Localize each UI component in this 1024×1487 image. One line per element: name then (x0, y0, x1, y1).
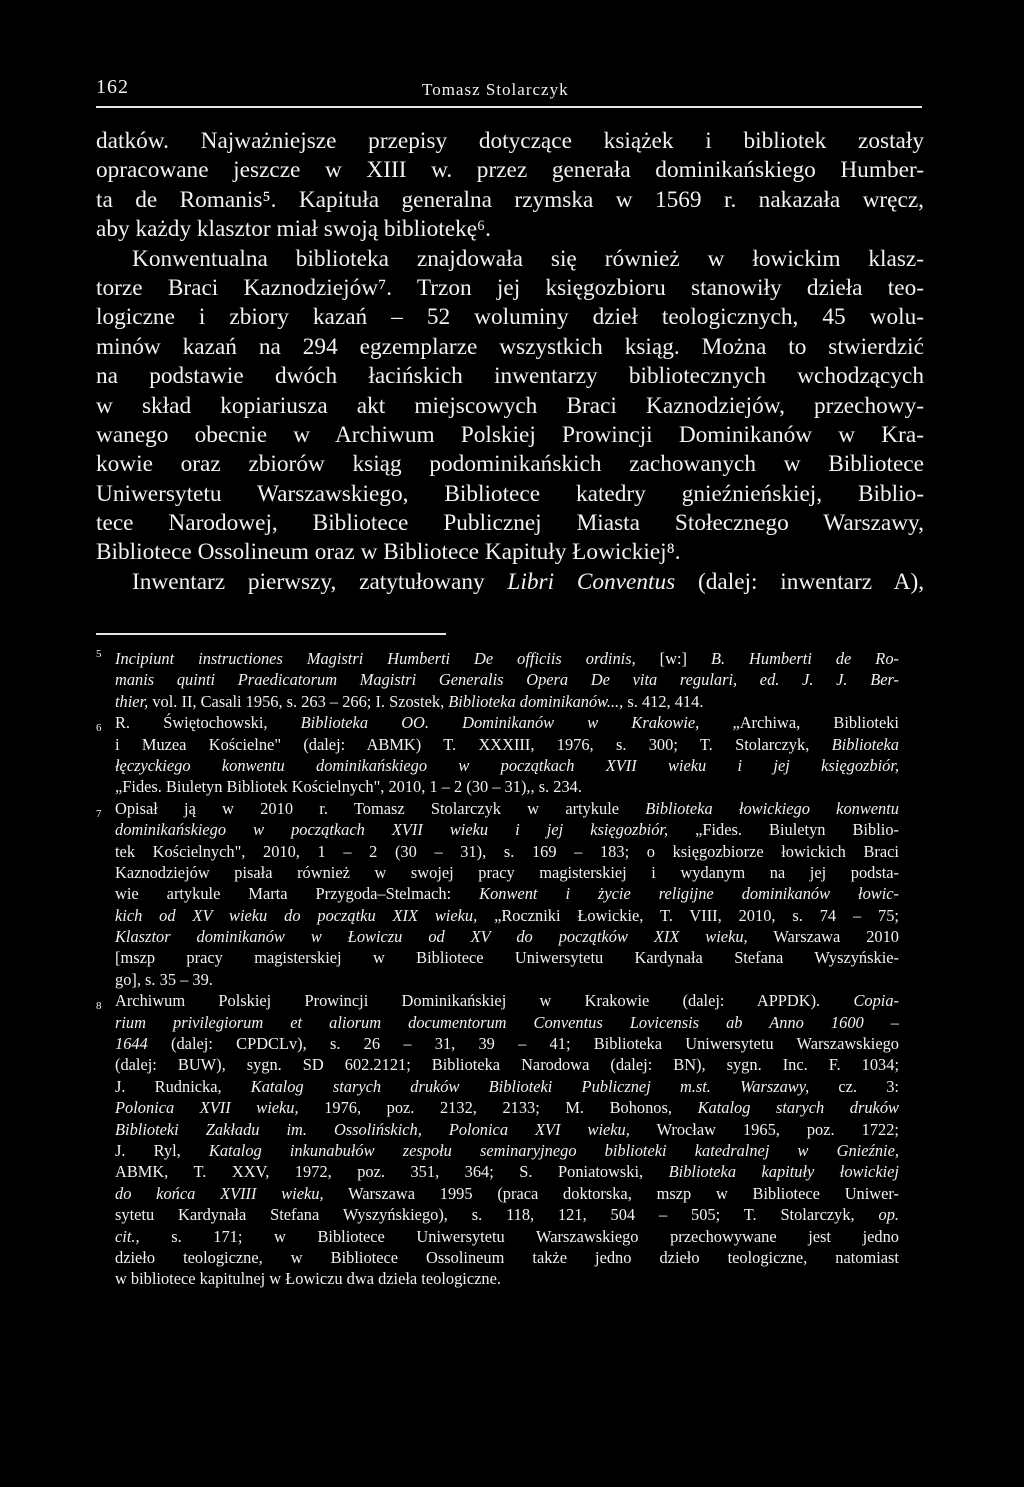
footnote-line (115, 1076, 899, 1097)
body-line: kowie oraz zbiorów ksiąg podominikańskich zachowanych w Bibliotece (96, 451, 924, 478)
italic-title: Biblioteka OO. Dominikanów w Krakowie, (300, 713, 700, 733)
footnote-text: (dalej: BUW), sygn. SD 602.2121; Biblioteka Narodowa (dalej: BN), sygn. Inc. F. 1034; (115, 1055, 899, 1075)
footnote-line (115, 905, 899, 926)
footnote-text: „Archiwa, Biblioteki (732, 713, 899, 733)
italic-title: Incipiunt instructiones Magistri Humberti De officiis ordinis, (115, 649, 636, 668)
body-line: Bibliotece Ossolineum oraz w Bibliotece Kapituły Łowickiej⁸. (96, 539, 681, 566)
footnote-text: „Fides. Biuletyn Biblio- (695, 820, 899, 840)
footnote-text: „Fides. Biuletyn Bibliotek Kościelnych", 2010, 1 – 2 (30 – 31),, s. 234. (115, 777, 582, 797)
italic-title: kich od XV wieku do początku XIX wieku, (115, 905, 478, 925)
footnote-line (115, 1204, 899, 1225)
footnote-text: s. 171; w Bibliotece Uniwersytetu Warszawskiego przechowywane jest jedno (171, 1226, 899, 1246)
footnotes (96, 648, 899, 1290)
footnote-line (115, 1226, 899, 1247)
footnote-line (115, 1097, 899, 1118)
italic-title: do końca XVIII wieku, (115, 1183, 324, 1203)
footnote-number: 8 (96, 1000, 102, 1013)
italic-title: Biblioteka kapituły łowickiej (668, 1162, 899, 1182)
italic-title: rium privilegiorum et aliorum documentorum Conventus Lovicensis ab Anno 1600 – (115, 1012, 899, 1032)
footnote-text: go], s. 35 – 39. (115, 969, 213, 989)
footnote-line (115, 755, 899, 776)
body-line: tece Narodowej, Bibliotece Publicznej Miasta Stołecznego Warszawy, (96, 510, 924, 537)
footnote-line (96, 648, 899, 669)
body-line: datków. Najważniejsze przepisy dotyczące książek i bibliotek zostały (96, 128, 924, 154)
italic-title: cit., (115, 1226, 140, 1246)
footnote-text: s. 412, 414. (627, 691, 704, 711)
footnote-line (96, 712, 899, 735)
footnote-line (115, 691, 899, 712)
footnote-text: Warszawa 2010 (773, 927, 899, 947)
body-line (96, 568, 924, 597)
footnote-text: [mszp pracy magisterskiej w Bibliotece Uniwersytetu Kardynała Stefana Wyszyńskie- (115, 948, 899, 968)
footnote-line (115, 1119, 899, 1140)
footnote-line (115, 862, 899, 883)
footnote-line (115, 734, 899, 755)
body-line: Uniwersytetu Warszawskiego, Bibliotece katedry gnieźnieńskiej, Biblio- (96, 480, 924, 507)
italic-title: 1644 (115, 1034, 148, 1054)
body-text-run: (dalej: inwentarz A), (697, 568, 925, 595)
italic-title: Klasztor dominikanów w Łowiczu od XV do początków XIX wieku, (115, 927, 748, 947)
footnote-rule (96, 633, 446, 635)
footnote-text: wie artykule Marta Przygoda–Stelmach: (115, 884, 452, 904)
italic-title: dominikańskiego w początkach XVII wieku i jej księgozbiór, (115, 820, 669, 840)
footnote-line (115, 819, 899, 840)
footnote-number: 6 (96, 722, 102, 735)
footnote-line (115, 841, 899, 862)
footnote-text: J. Ryl, (115, 1140, 181, 1160)
body-line: ta de Romanis⁵. Kapituła generalna rzymska w 1569 r. nakazała wręcz, (96, 186, 924, 213)
page-header (96, 76, 920, 100)
footnote-text: Opisał ją w 2010 r. Tomasz Stolarczyk w artykule (115, 798, 620, 818)
footnote-line (115, 969, 899, 990)
body-line: aby każdy klasztor miał swoją bibliotekę⁶. (96, 216, 492, 243)
italic-title: Libri Conventus (507, 568, 676, 595)
footnote-line (96, 990, 899, 1013)
footnote-text: J. Rudnicka, (115, 1076, 222, 1096)
italic-title: op. (878, 1205, 899, 1225)
footnote-text: 1976, poz. 2132, 2133; M. Bohonos, (324, 1098, 672, 1118)
footnote-text: cz. 3: (838, 1076, 899, 1096)
footnote-line (115, 883, 899, 904)
footnote-line (115, 1012, 899, 1033)
italic-title: Biblioteki Zakładu im. Ossolińskich, Polonica XVI wieku, (115, 1119, 630, 1139)
footnote-text: vol. II, Casali 1956, s. 263 – 266; I. Szostek, (152, 691, 445, 711)
italic-title: thier, (115, 691, 149, 711)
italic-title: Biblioteka dominikanów..., (448, 691, 624, 711)
page-number: 162 (96, 76, 129, 98)
italic-title: Katalog starych druków (697, 1098, 899, 1118)
footnote-text: „Roczniki Łowickie, T. VIII, 2010, s. 74 – 75; (494, 905, 899, 925)
footnote-text: [w:] (659, 649, 687, 668)
body-line: Konwentualna biblioteka znajdowała się również w łowickim klasz- (132, 245, 924, 272)
italic-title: manis quinti Praedicatorum Magistri Generalis Opera De vita regulari, ed. J. J. Ber- (115, 670, 899, 690)
footnote-line (115, 1268, 899, 1289)
footnote-line (96, 798, 899, 820)
body-line: na podstawie dwóch łacińskich inwentarzy bibliotecznych wchodzących (96, 363, 924, 390)
footnote-line (115, 1161, 899, 1182)
footnote-line (115, 1183, 899, 1204)
footnote-number: 5 (96, 648, 102, 660)
body-line: wanego obecnie w Archiwum Polskiej Prowincji Dominikanów w Kra- (96, 421, 924, 448)
footnote-text: ABMK, T. XXV, 1972, poz. 351, 364; S. Poniatowski, (115, 1162, 644, 1182)
footnote-text: Wrocław 1965, poz. 1722; (656, 1119, 899, 1139)
footnote-line (115, 1247, 899, 1268)
footnote-line (115, 947, 899, 968)
body-line: torze Braci Kaznodziejów⁷. Trzon jej księgozbioru stanowiły dzieła teo- (96, 274, 924, 301)
italic-title: Konwent i życie religijne dominikanów łowic- (479, 884, 899, 904)
italic-title: Polonica XVII wieku, (115, 1098, 299, 1118)
footnote-text: R. Świętochowski, (115, 713, 268, 733)
footnote-text: i Muzea Kościelne" (dalej: ABMK) T. XXXIII, 1976, s. 300; T. Stolarczyk, (115, 734, 810, 754)
italic-title: Katalog inkunabułów zespołu seminaryjnego biblioteki katedralnej w Gnieźnie, (208, 1140, 899, 1160)
footnote-text: tek Kościelnych", 2010, 1 – 2 (30 – 31), s. 169 – 183; o księgozbiorze łowickich Braci (115, 841, 899, 861)
footnote-text: sytetu Kardynała Stefana Wyszyńskiego), s. 118, 121, 504 – 505; T. Stolarczyk, (115, 1205, 855, 1225)
body-line: w skład kopiariusza akt miejscowych Braci Kaznodziejów, przechowy- (96, 392, 924, 419)
footnote-line (115, 1054, 899, 1075)
footnote-text: w bibliotece kapitulnej w Łowiczu dwa dzieła teologiczne. (115, 1269, 501, 1289)
running-head: Tomasz Stolarczyk (422, 80, 569, 99)
footnote-line (115, 1033, 899, 1054)
italic-title: Katalog starych druków Biblioteki Publicznej m.st. Warszawy, (250, 1076, 810, 1096)
footnote-text: (dalej: CPDCLv), s. 26 – 31, 39 – 41; Biblioteka Uniwersytetu Warszawskiego (171, 1034, 899, 1054)
italic-title: B. Humberti de Ro- (710, 649, 899, 668)
header-rule (96, 106, 922, 108)
body-text-run: Inwentarz pierwszy, zatytułowany (132, 568, 485, 595)
italic-title: Biblioteka (831, 734, 899, 754)
footnote-text: dzieło teologiczne, w Bibliotece Ossolineum także jedno dzieło teologiczne, natomiast (115, 1247, 899, 1267)
footnote-line (115, 669, 899, 690)
body-line: minów kazań na 294 egzemplarze wszystkich ksiąg. Można to stwierdzić (96, 333, 924, 360)
footnote-line (115, 926, 899, 947)
body-line: logiczne i zbiory kazań – 52 woluminy dzieł teologicznych, 45 wolu- (96, 304, 924, 331)
footnote-number: 7 (96, 807, 102, 820)
italic-title: Copia- (853, 991, 899, 1011)
italic-title: łęczyckiego konwentu dominikańskiego w początkach XVII wieku i jej księgozbiór, (115, 755, 899, 775)
main-text (96, 127, 924, 597)
italic-title: Biblioteka łowickiego konwentu (645, 798, 899, 818)
body-line: opracowane jeszcze w XIII w. przez generała dominikańskiego Humber- (96, 157, 924, 184)
footnote-line (115, 1140, 899, 1161)
footnote-line (115, 776, 899, 797)
footnote-text: Warszawa 1995 (praca doktorska, mszp w Bibliotece Uniwer- (348, 1183, 899, 1203)
footnote-text: Kaznodziejów pisała również w swojej pracy magisterskiej i wydanym na jej podsta- (115, 862, 899, 882)
footnote-text: Archiwum Polskiej Prowincji Dominikańskiej w Krakowie (dalej: APPDK). (115, 991, 821, 1011)
